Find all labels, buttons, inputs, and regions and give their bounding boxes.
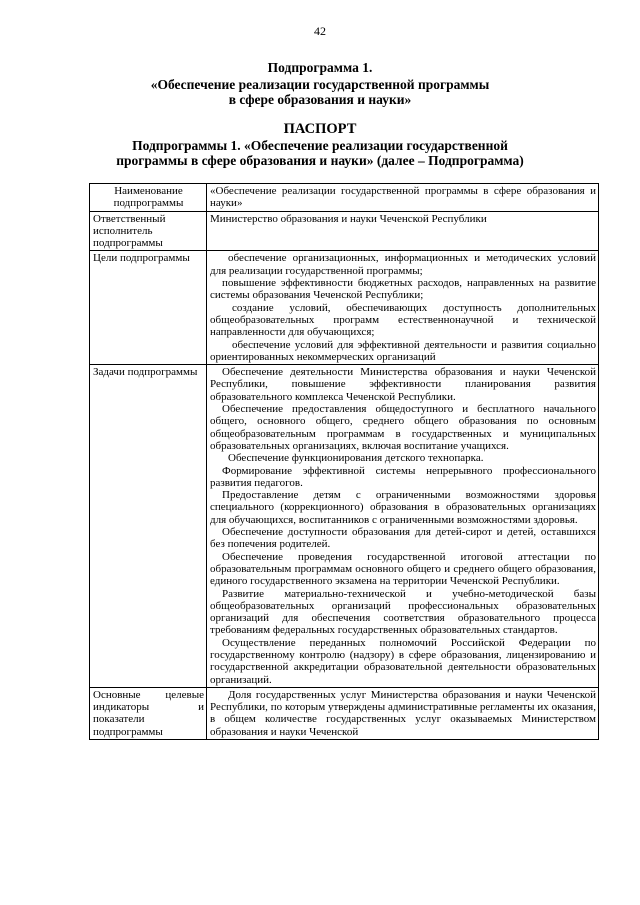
- table-row: [90, 365, 599, 688]
- row-label: Ответственный исполнитель подпрограммы: [90, 211, 207, 251]
- content-paragraph: обеспечение организационных, информационных и методических условий для реализации государственной программы;: [210, 252, 596, 277]
- row-content: [207, 687, 599, 739]
- row-content: [207, 184, 599, 212]
- content-paragraph: обеспечение условий для эффективной деятельности и развития социально ориентированных некоммерческих организаций: [210, 338, 596, 363]
- content-paragraph: «Обеспечение реализации государственной программы в сфере образования и науки»: [210, 185, 596, 210]
- page-number: 42: [314, 24, 326, 38]
- subprogram-title: Подпрограмма 1.: [267, 60, 373, 75]
- row-label-line: Основные целевые: [93, 688, 204, 701]
- row-label: [90, 687, 207, 739]
- content-paragraph: Доля государственных услуг Министерства образования и науки Чеченской Республики, по которым утверждены административные регламенты их оказания, в общем количестве государственных услуг оказываемых Министерством образования и науки Чеченской: [210, 688, 596, 738]
- row-label: Цели подпрограммы: [90, 251, 207, 365]
- passport-heading: ПАСПОРТ: [283, 121, 357, 137]
- content-paragraph: Обеспечение доступности образования для детей-сирот и детей, оставшихся без попечения родителей.: [210, 526, 596, 551]
- content-paragraph: создание условий, обеспечивающих доступность дополнительных общеобразовательных программ естественнонаучной и технической направленности для обучающихся;: [210, 301, 596, 339]
- content-paragraph: Предоставление детям с ограниченными возможностями здоровья специального (коррекционного) образования в образовательных организациях для обучающихся, воспитанников с ограниченными возможностями здоровья.: [210, 489, 596, 526]
- row-label: Задачи подпрограммы: [90, 365, 207, 688]
- content-paragraph: Обеспечение деятельности Министерства образования и науки Чеченской Республики, повышение эффективности планирования развития образовательного комплекса Чеченской Республики.: [210, 366, 596, 403]
- row-content: [207, 365, 599, 688]
- content-paragraph: Обеспечение проведения государственной итоговой аттестации по образовательным программам основного общего и среднего общего образования, единого государственного экзамена на территории Чеченской Республики.: [210, 550, 596, 588]
- subprogram-name-line-2: в сфере образования и науки»: [228, 92, 412, 107]
- row-label-line: индикаторы и: [93, 701, 204, 714]
- row-label-line: подпрограммы: [93, 725, 163, 738]
- content-paragraph: Обеспечение функционирования детского технопарка.: [228, 452, 484, 465]
- content-paragraph: Обеспечение предоставления общедоступного и бесплатного начального общего, основного общего, среднего общего образования по основным общеобразовательным программам в государственных и муниципальных образовательных организациях, включая воспитание учащихся.: [210, 403, 596, 452]
- row-content: [207, 251, 599, 365]
- content-paragraph: Формирование эффективной системы непрерывного профессионального развития педагогов.: [210, 464, 596, 489]
- row-content: [207, 211, 599, 251]
- content-paragraph: повышение эффективности бюджетных расходов, направленных на развитие системы образования Чеченской Республики;: [210, 277, 596, 302]
- row-label: Наименование подпрограммы: [90, 184, 207, 212]
- content-paragraph: Министерство образования и науки Чеченской Республики: [210, 212, 487, 225]
- passport-subtitle-line-1: Подпрограммы 1. «Обеспечение реализации государственной: [132, 138, 508, 153]
- table-row: [90, 211, 599, 251]
- row-label-line: показатели: [93, 713, 145, 726]
- content-paragraph: Осуществление переданных полномочий Российской Федерации по государственному контролю (надзору) в сфере образования, лицензированию и государственной аккредитации образовательной деятельности образовательных организаций.: [210, 636, 596, 686]
- passport-subtitle-line-2: программы в сфере образования и науки» (далее – Подпрограмма): [116, 153, 524, 168]
- subprogram-name-line-1: «Обеспечение реализации государственной программы: [150, 77, 490, 92]
- table-row: [90, 184, 599, 212]
- content-paragraph: Развитие материально-технической и учебно-методической базы общеобразовательных организаций профессиональных образовательных организаций для обеспечения соответствия образовательного процесса требованиям федеральных государственных образовательных стандартов.: [210, 587, 596, 637]
- passport-table: [89, 183, 599, 740]
- table-row: [90, 251, 599, 365]
- table-row: [90, 687, 599, 739]
